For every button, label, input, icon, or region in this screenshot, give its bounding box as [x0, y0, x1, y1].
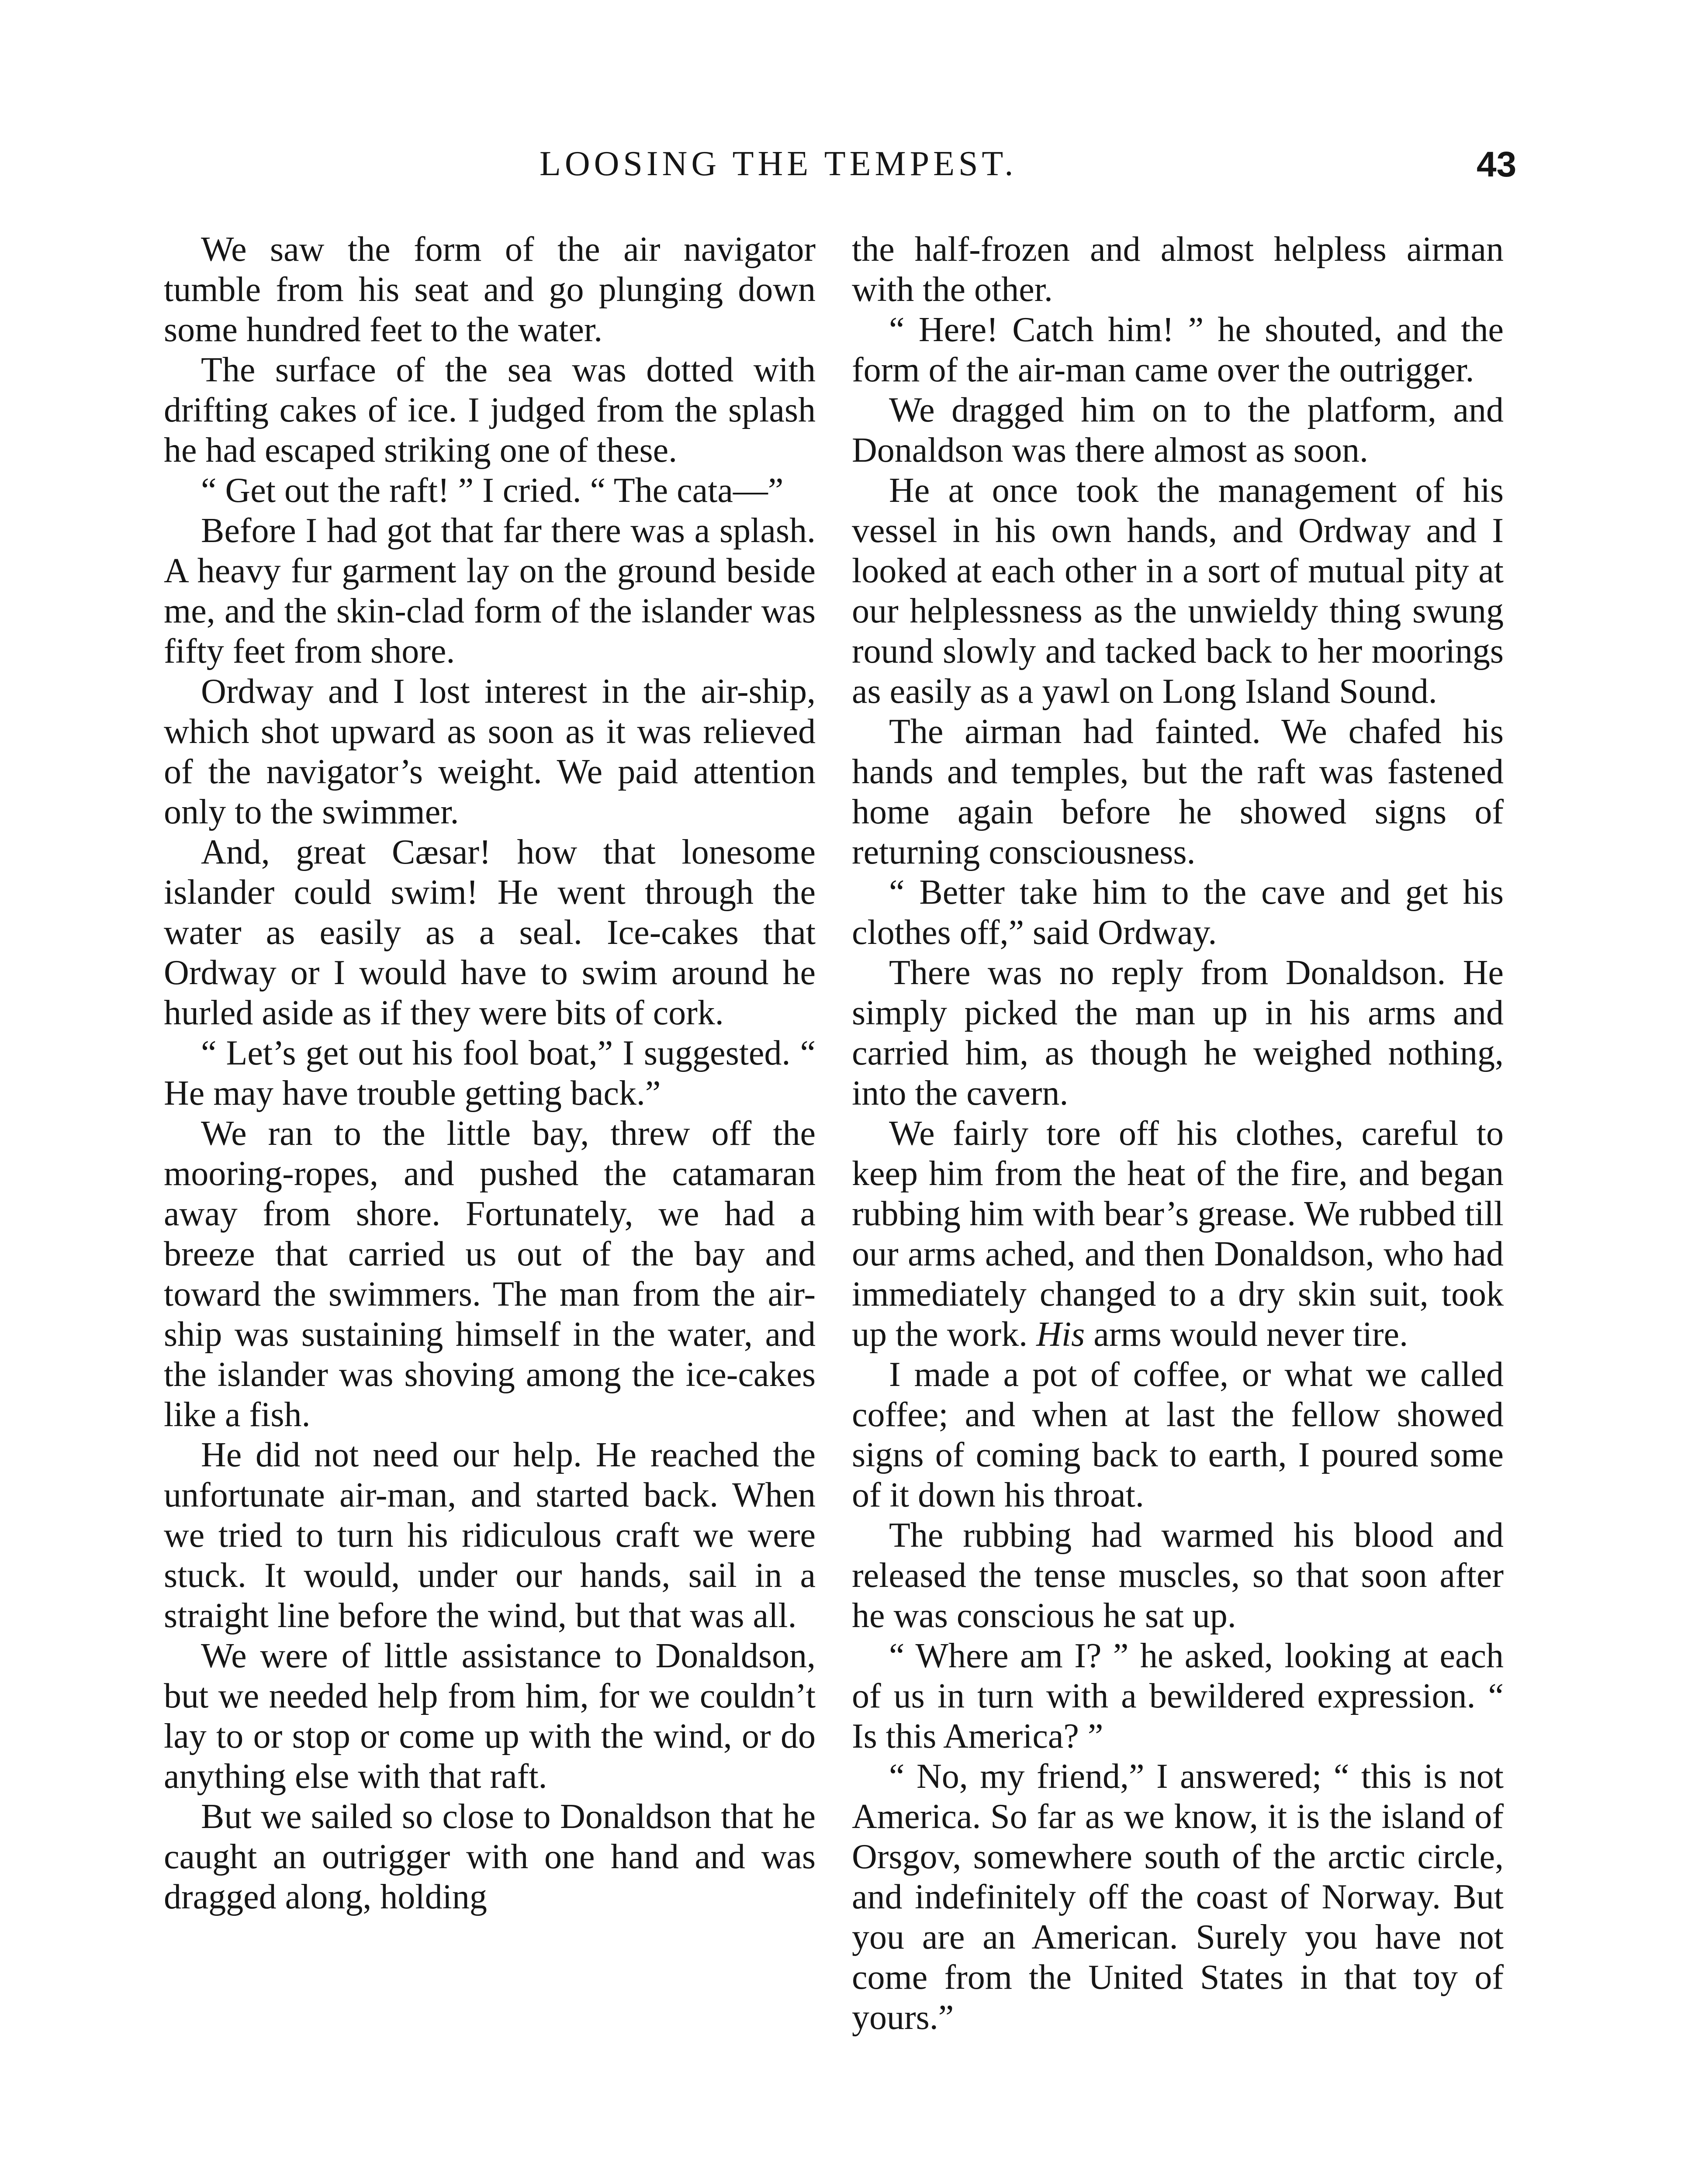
running-title: LOOSING THE TEMPEST.	[540, 145, 1017, 183]
paragraph: “ Where am I? ” he asked, looking at each of us in turn with a bewildered expression. “ Is this America? ”	[852, 1637, 1504, 1755]
paragraph: “ Better take him to the cave and get his clothes off,” said Ordway.	[852, 873, 1504, 952]
paragraph: He at once took the management of his vessel in his own hands, and Ordway and I looked at each other in a sort of mutual pity at our helplessness as the unwieldy thing swung round slowly and tacked back to her moorings as easily as a yawl on Long Island Sound.	[852, 471, 1504, 711]
paragraph: “ Here! Catch him! ” he shouted, and the form of the air-man came over the outrigger.	[852, 311, 1504, 389]
paragraph: “ Let’s get out his fool boat,” I suggested. “ He may have trouble getting back.”	[164, 1034, 816, 1113]
paragraph: We ran to the little bay, threw off the mooring-ropes, and pushed the catamaran away from shore. Fortunately, we had a breeze that carried us out of the bay and toward the swimmers. The man from the air-ship was sustaining himself in the water, and the islander was shoving among the ice-cakes like a fish.	[164, 1114, 816, 1434]
paragraph-text-after: arms would never tire.	[1085, 1315, 1408, 1354]
paragraph	[852, 1113, 1504, 1355]
paragraph: The airman had fainted. We chafed his hands and temples, but the raft was fastened home again before he showed signs of returning consciousness.	[852, 712, 1504, 871]
paragraph: We dragged him on to the platform, and Donaldson was there almost as soon.	[852, 391, 1504, 470]
paragraph-text: We fairly tore off his clothes, careful to keep him from the heat of the fire, and began rubbing him with bear’s grease. We rubbed till our arms ached, and then Donaldson, who had immediately changed to a dry skin suit, took up the work.	[852, 1114, 1504, 1354]
paragraph: The surface of the sea was dotted with drifting cakes of ice. I judged from the splash he had escaped striking one of these.	[164, 351, 816, 470]
paragraph: He did not need our help. He reached the unfortunate air-man, and started back. When we tried to turn his ridiculous craft we were stuck. It would, under our hands, sail in a straight line before the wind, but that was all.	[164, 1436, 816, 1635]
paragraph: We were of little assistance to Donaldson, but we needed help from him, for we couldn’t lay to or stop or come up with the wind, or do anything else with that raft.	[164, 1637, 816, 1796]
left-column	[164, 229, 816, 1917]
paragraph: There was no reply from Donaldson. He simply picked the man up in his arms and carried him, as though he weighed nothing, into the cavern.	[852, 954, 1504, 1113]
paragraph-continued: the half-frozen and almost helpless airman with the other.	[852, 230, 1504, 309]
paragraph: Ordway and I lost interest in the air-ship, which shot upward as soon as it was relieved of the navigator’s weight. We paid attention only to the swimmer.	[164, 672, 816, 831]
paragraph: The rubbing had warmed his blood and released the tense muscles, so that soon after he was conscious he sat up.	[852, 1516, 1504, 1635]
page-header	[0, 144, 1688, 197]
right-column	[852, 229, 1504, 2038]
paragraph: Before I had got that far there was a splash. A heavy fur garment lay on the ground beside me, and the skin-clad form of the islander was fifty feet from shore.	[164, 511, 816, 670]
paragraph: “ No, my friend,” I answered; “ this is not America. So far as we know, it is the island of Orsgov, somewhere south of the arctic circle, and indefinitely off the coast of Norway. But you are an American. Surely you have not come from the United States in that toy of yours.”	[852, 1757, 1504, 2037]
paragraph: I made a pot of coffee, or what we called coffee; and when at last the fellow showed signs of coming back to earth, I poured some of it down his throat.	[852, 1355, 1504, 1514]
paragraph: And, great Cæsar! how that lonesome islander could swim! He went through the water as easily as a seal. Ice-cakes that Ordway or I would have to swim around he hurled aside as if they were bits of cork.	[164, 833, 816, 1032]
paragraph: “ Get out the raft! ” I cried. “ The cata—”	[201, 471, 784, 510]
paragraph: But we sailed so close to Donaldson that he caught an outrigger with one hand and was dragged along, holding	[164, 1797, 816, 1916]
emphasis: His	[1036, 1315, 1085, 1354]
page-number: 43	[1477, 145, 1517, 184]
paragraph: We saw the form of the air navigator tumble from his seat and go plunging down some hundred feet to the water.	[164, 230, 816, 349]
